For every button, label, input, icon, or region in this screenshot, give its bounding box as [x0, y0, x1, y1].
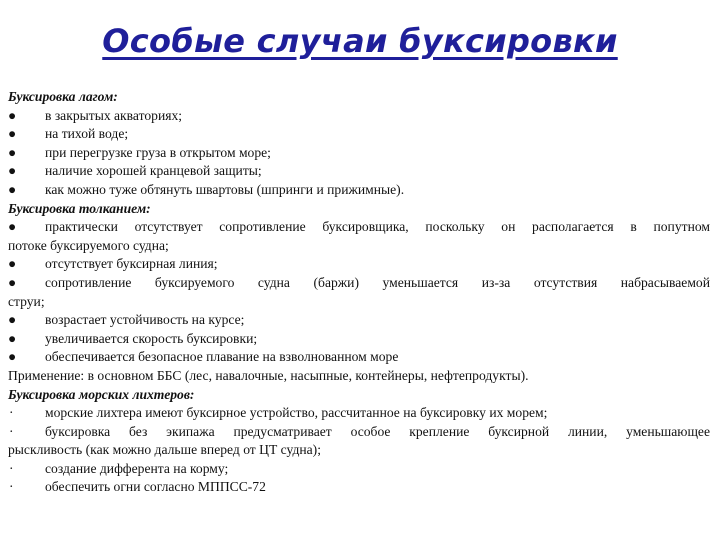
- section-heading-lighters: Буксировка морских лихтеров:: [8, 386, 195, 402]
- list-item: · морские лихтера имеют буксирное устройство, рассчитанное на буксировку их морем;: [8, 404, 710, 423]
- slide-body: [8, 88, 710, 497]
- application-note: Применение: в основном ББС (лес, навалочные, насыпные, контейнеры, нефтепродукты).: [8, 367, 529, 383]
- bullet-icon: ●: [8, 330, 17, 346]
- bullet-icon: ●: [8, 312, 17, 328]
- list-item: ● возрастает устойчивость на курсе;: [8, 311, 710, 330]
- list-item-continuation: рыскливость (как можно дальше вперед от ЦТ судна);: [8, 442, 321, 458]
- list-item: · обеспечить огни согласно МППСС-72: [8, 478, 710, 497]
- slide-title: Особые случаи буксировки: [102, 22, 618, 60]
- bullet-icon: ●: [8, 181, 17, 197]
- bullet-icon: ●: [8, 256, 17, 272]
- bullet-icon: ●: [8, 219, 17, 235]
- bullet-icon: ●: [8, 274, 17, 290]
- list-item: ● увеличивается скорость буксировки;: [8, 330, 710, 349]
- list-item: ● отсутствует буксирная линия;: [8, 255, 710, 274]
- list-item-continuation: струи;: [8, 293, 45, 309]
- section-heading-side-towing: Буксировка лагом:: [8, 89, 118, 104]
- list-item: ● практически отсутствует сопротивление буксировщика, поскольку он располагается в попутном: [8, 218, 710, 237]
- list-item: ● при перегрузке груза в открытом море;: [8, 144, 710, 163]
- dot-bullet-icon: ·: [9, 479, 14, 495]
- list-item-continuation: потоке буксируемого судна;: [8, 237, 169, 253]
- list-item: ● на тихой воде;: [8, 125, 710, 144]
- list-item: · буксировка без экипажа предусматривает особое крепление буксирной линии, уменьшающее: [8, 423, 710, 442]
- section-heading-pushing: Буксировка толканием:: [8, 200, 151, 216]
- list-item: ● сопротивление буксируемого судна (баржи) уменьшается из-за отсутствия набрасываемой: [8, 274, 710, 293]
- list-item: ● наличие хорошей кранцевой защиты;: [8, 162, 710, 181]
- dot-bullet-icon: ·: [9, 460, 14, 476]
- list-item: · создание дифферента на корму;: [8, 460, 710, 479]
- bullet-icon: ●: [8, 163, 17, 179]
- dot-bullet-icon: ·: [9, 405, 14, 421]
- dot-bullet-icon: ·: [9, 423, 14, 439]
- bullet-icon: ●: [8, 126, 17, 142]
- list-item: ● в закрытых акваториях;: [8, 107, 710, 126]
- list-item: ● как можно туже обтянуть швартовы (шпринги и прижимные).: [8, 181, 710, 200]
- bullet-icon: ●: [8, 144, 17, 160]
- bullet-icon: ●: [8, 349, 17, 365]
- list-item: ● обеспечивается безопасное плавание на взволнованном море: [8, 348, 710, 367]
- bullet-icon: ●: [8, 107, 17, 123]
